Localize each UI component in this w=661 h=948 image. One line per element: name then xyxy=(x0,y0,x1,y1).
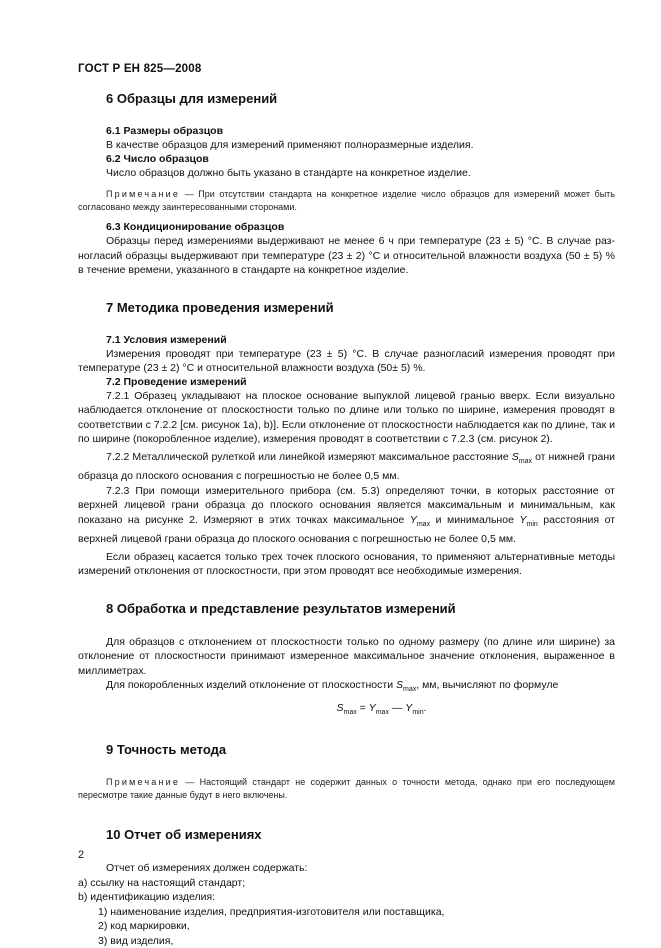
minus-sign: — xyxy=(388,701,406,714)
text-run: и минимальное xyxy=(430,513,520,526)
text-run: 7.2.3 При помощи измерительного прибора (см. 5.3) определяют точки, в которых расстояние от верхней лицевой грани образца до плоского основания является максимальным и минимальным, как показано на рисунке 2. Измеряют в этих точках максимальное xyxy=(78,484,615,526)
note-text: — Настоящий стандарт не содержит данных о точности метода, однако при его последующем пересмотре такие данные будут в него включены. xyxy=(78,777,615,800)
section-8-text-2 xyxy=(78,678,615,698)
section-6-2-heading: 6.2 Число образцов xyxy=(106,152,209,165)
section-10-intro: Отчет об измерениях должен содержать: xyxy=(106,862,308,875)
paragraph-7-2-3 xyxy=(78,484,615,547)
subscript-max: max xyxy=(416,520,431,528)
section-8-heading: 8 Обработка и представление результатов измерений xyxy=(106,600,456,616)
text-run: расстояния от верхней лицевой грани образца до плоского основания с погрешностью не более 0,5 мм. xyxy=(78,513,616,546)
subscript-max: max xyxy=(375,708,389,716)
section-6-heading: 6 Образцы для измерений xyxy=(106,91,278,106)
subscript-max: max xyxy=(343,708,357,716)
note-label: Примечание xyxy=(106,777,181,788)
list-item-b1: 1) наименование изделия, предприятия-изготовителя или поставщика, xyxy=(98,905,445,918)
section-7-2-heading: 7.2 Проведение измерений xyxy=(106,375,247,388)
section-6-note xyxy=(78,188,615,213)
section-6-2-text: Число образцов должно быть указано в стандарте на конкретное изделие. xyxy=(106,166,471,179)
text-run: , мм, вычисляют по формуле xyxy=(416,679,559,692)
symbol-y: Y xyxy=(368,701,376,714)
formula-end: . xyxy=(423,701,427,714)
note-label: Примечание xyxy=(106,189,181,199)
symbol-s: S xyxy=(395,679,403,692)
section-9-heading: 9 Точность метода xyxy=(106,742,227,758)
text-run: 7.2.2 Металлической рулеткой или линейкой измеряют максимальное расстояние xyxy=(106,450,512,463)
running-header: ГОСТ Р ЕН 825—2008 xyxy=(78,63,202,75)
section-6-3-text: Образцы перед измерениями выдерживают не менее 6 ч при температуре (23 ± 5) °С. В случае разногласий образцы выдерживают при температуре (23 ± 2) °С и относительной влажности воздуха (50 ± 5) % в течение времени, указанного в стандарте на конкретное изделие. xyxy=(78,235,615,276)
symbol-s: S xyxy=(336,701,344,714)
section-7-1-text: Измерения проводят при температуре (23 ± 5) °С. В случае разногласий измерения проводят при температуре (23 ± 2) °С и относительной влажности воздуха (50± 5) %. xyxy=(78,347,615,374)
section-9-note xyxy=(78,776,615,801)
section-7-heading: 7 Методика проведения измерений xyxy=(106,299,334,315)
paragraph-7-2-1: 7.2.1 Образец укладывают на плоское основание выпуклой лицевой гранью вверх. Если визуально наблюдается отклонение от плоскостности только по длине или только по ширине, измерения проводят в соответствии с 7.2.2 [см. рисунок 1а), b)]. Если отклонение от плоскостности наблюдается как по длине, так и по ширине (покоробленное изделие), измерения проводят в соответствии с 7.2.3 (см. рисунок 2). xyxy=(78,389,615,445)
symbol-y: Y xyxy=(409,513,417,526)
note-text: — При отсутствии стандарта на конкретное изделие число образцов для измерений может быть согласовано между заинтересованными сторонами. xyxy=(78,189,615,212)
text-run: от нижней грани образца до плоского основания с погрешностью не более 0,5 мм. xyxy=(78,450,615,483)
subscript-min: min xyxy=(412,708,424,716)
symbol-y: Y xyxy=(405,701,413,714)
symbol-s: S xyxy=(511,450,519,463)
list-item-b: b) идентификацию изделия: xyxy=(78,891,216,904)
list-item-a: а) ссылку на настоящий стандарт; xyxy=(78,876,246,889)
text-run: Для покоробленных изделий отклонение от плоскостности xyxy=(106,679,396,692)
page-content xyxy=(78,91,615,948)
section-8-text-1: Для образцов с отклонением от плоскостности только по одному размеру (по длине или ширине) за отклонение от плоскостности принимают измеренное максимальное значение отклонения, выраженное в миллиметрах. xyxy=(78,635,615,677)
list-item-b3: 3) вид изделия, xyxy=(98,934,174,947)
subscript-max: max xyxy=(403,686,417,694)
subscript-min: min xyxy=(526,520,538,528)
section-6-1-heading: 6.1 Размеры образцов xyxy=(106,125,224,137)
subscript-max: max xyxy=(518,457,532,465)
paragraph-7-2-2 xyxy=(78,450,615,484)
symbol-y: Y xyxy=(519,513,527,526)
list-item-b2: 2) код маркировки, xyxy=(98,920,190,933)
section-6-3-heading: 6.3 Кондиционирование образцов xyxy=(106,221,285,233)
equals-sign: = xyxy=(356,701,369,714)
section-6-1-text: В качестве образцов для измерений применяют полноразмерные изделия. xyxy=(106,139,474,151)
page-number: 2 xyxy=(78,849,85,861)
section-10-heading: 10 Отчет об измерениях xyxy=(106,827,262,843)
section-7-1-heading: 7.1 Условия измерений xyxy=(106,333,227,346)
paragraph-alternative-methods: Если образец касается только трех точек плоского основания, то применяют альтернативные методы измерений отклонения от плоскостности, при этом проводят все необходимые измерения. xyxy=(78,550,615,578)
formula xyxy=(78,701,615,721)
